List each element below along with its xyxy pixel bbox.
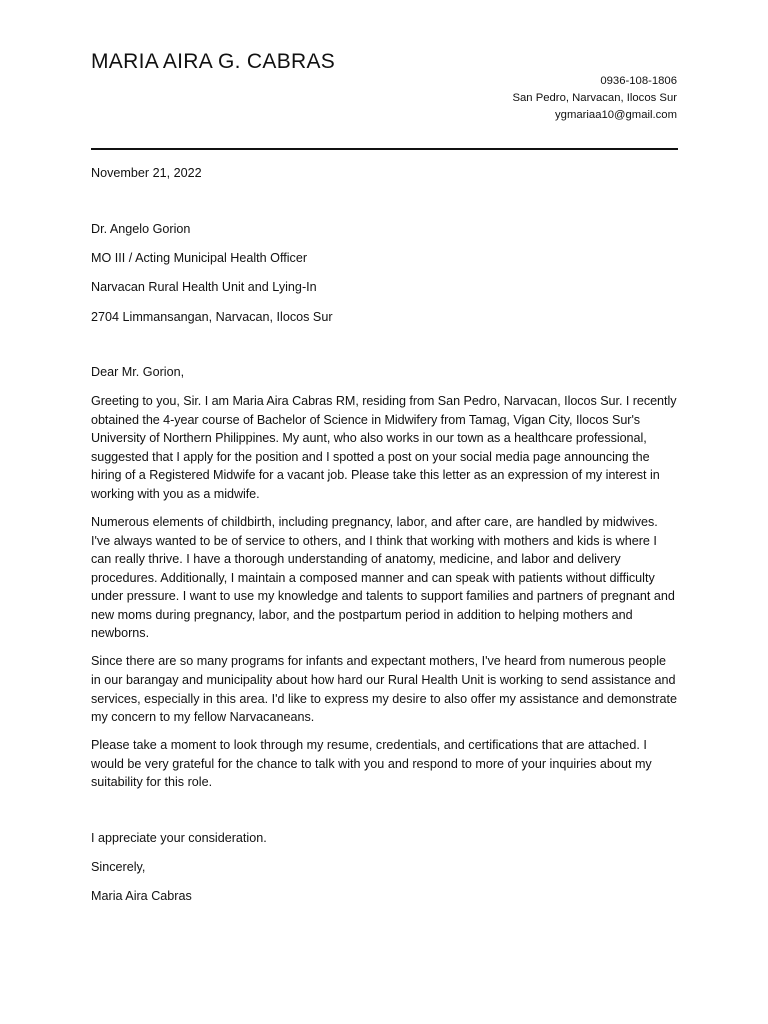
sender-name: MARIA AIRA G. CABRAS <box>91 50 336 73</box>
appreciation-line: I appreciate your consideration. <box>91 831 267 845</box>
paragraph-request: Please take a moment to look through my resume, credentials, and certifications that are attached. I would be very grateful for the chance to talk with you and respond to more of your inquiries about my suitability for this role. <box>91 738 652 790</box>
paragraph-qualifications: Numerous elements of childbirth, including pregnancy, labor, and after care, are handled by midwives. I've always wanted to be of service to others, and I think that working with mothers and kids is where I can really thrive. I have a thorough understanding of anatomy, medicine, and labor and delivery procedures. Additionally, I maintain a composed manner and can speak with patients without difficulty under pressure. I want to use my knowledge and talents to support families and partners of pregnant and new moms during pregnancy, labor, and the postpartum period in addition to helping mothers and newborns. <box>91 514 675 641</box>
paragraph-introduction: Greeting to you, Sir. I am Maria Aira Cabras RM, residing from San Pedro, Narvacan, Ilocos Sur. I recently obtained the 4-year course of Bachelor of Science in Midwifery from Tamag, Vigan City, Ilocos Sur's University of Northern Philippines. My aunt, who also works in our town as a healthcare professional, suggested that I apply for the position and I spotted a post on your social media page announcing the hiring of a Registered Midwife for a vacant job. Please take this letter as an expression of my interest in working with you as a midwife. <box>91 393 677 501</box>
recipient-name: Dr. Angelo Gorion <box>91 221 191 236</box>
salutation: Dear Mr. Gorion, <box>91 365 185 380</box>
sender-email: ygmariaa10@gmail.com <box>555 109 677 121</box>
letter-date: November 21, 2022 <box>91 166 202 180</box>
paragraph-motivation: Since there are so many programs for infants and expectant mothers, I've heard from numerous people in our barangay and municipality about how hard our Rural Health Unit is working to send assistance and services, especially in this area. I'd like to express my desire to also offer my assistance and demonstrate my concern to my fellow Narvacaneans. <box>91 654 677 725</box>
sender-contact <box>512 73 677 124</box>
closing-line: Sincerely, <box>91 860 146 875</box>
sender-address: San Pedro, Narvacan, Ilocos Sur <box>512 92 677 104</box>
recipient-title: MO III / Acting Municipal Health Officer <box>91 250 308 265</box>
signature-name: Maria Aira Cabras <box>91 889 192 904</box>
header-divider <box>91 148 678 150</box>
recipient-address: 2704 Limmansangan, Narvacan, Ilocos Sur <box>91 309 333 324</box>
sender-phone: 0936-108-1806 <box>600 75 677 87</box>
recipient-organization: Narvacan Rural Health Unit and Lying-In <box>91 280 317 295</box>
letter-body <box>91 164 679 906</box>
